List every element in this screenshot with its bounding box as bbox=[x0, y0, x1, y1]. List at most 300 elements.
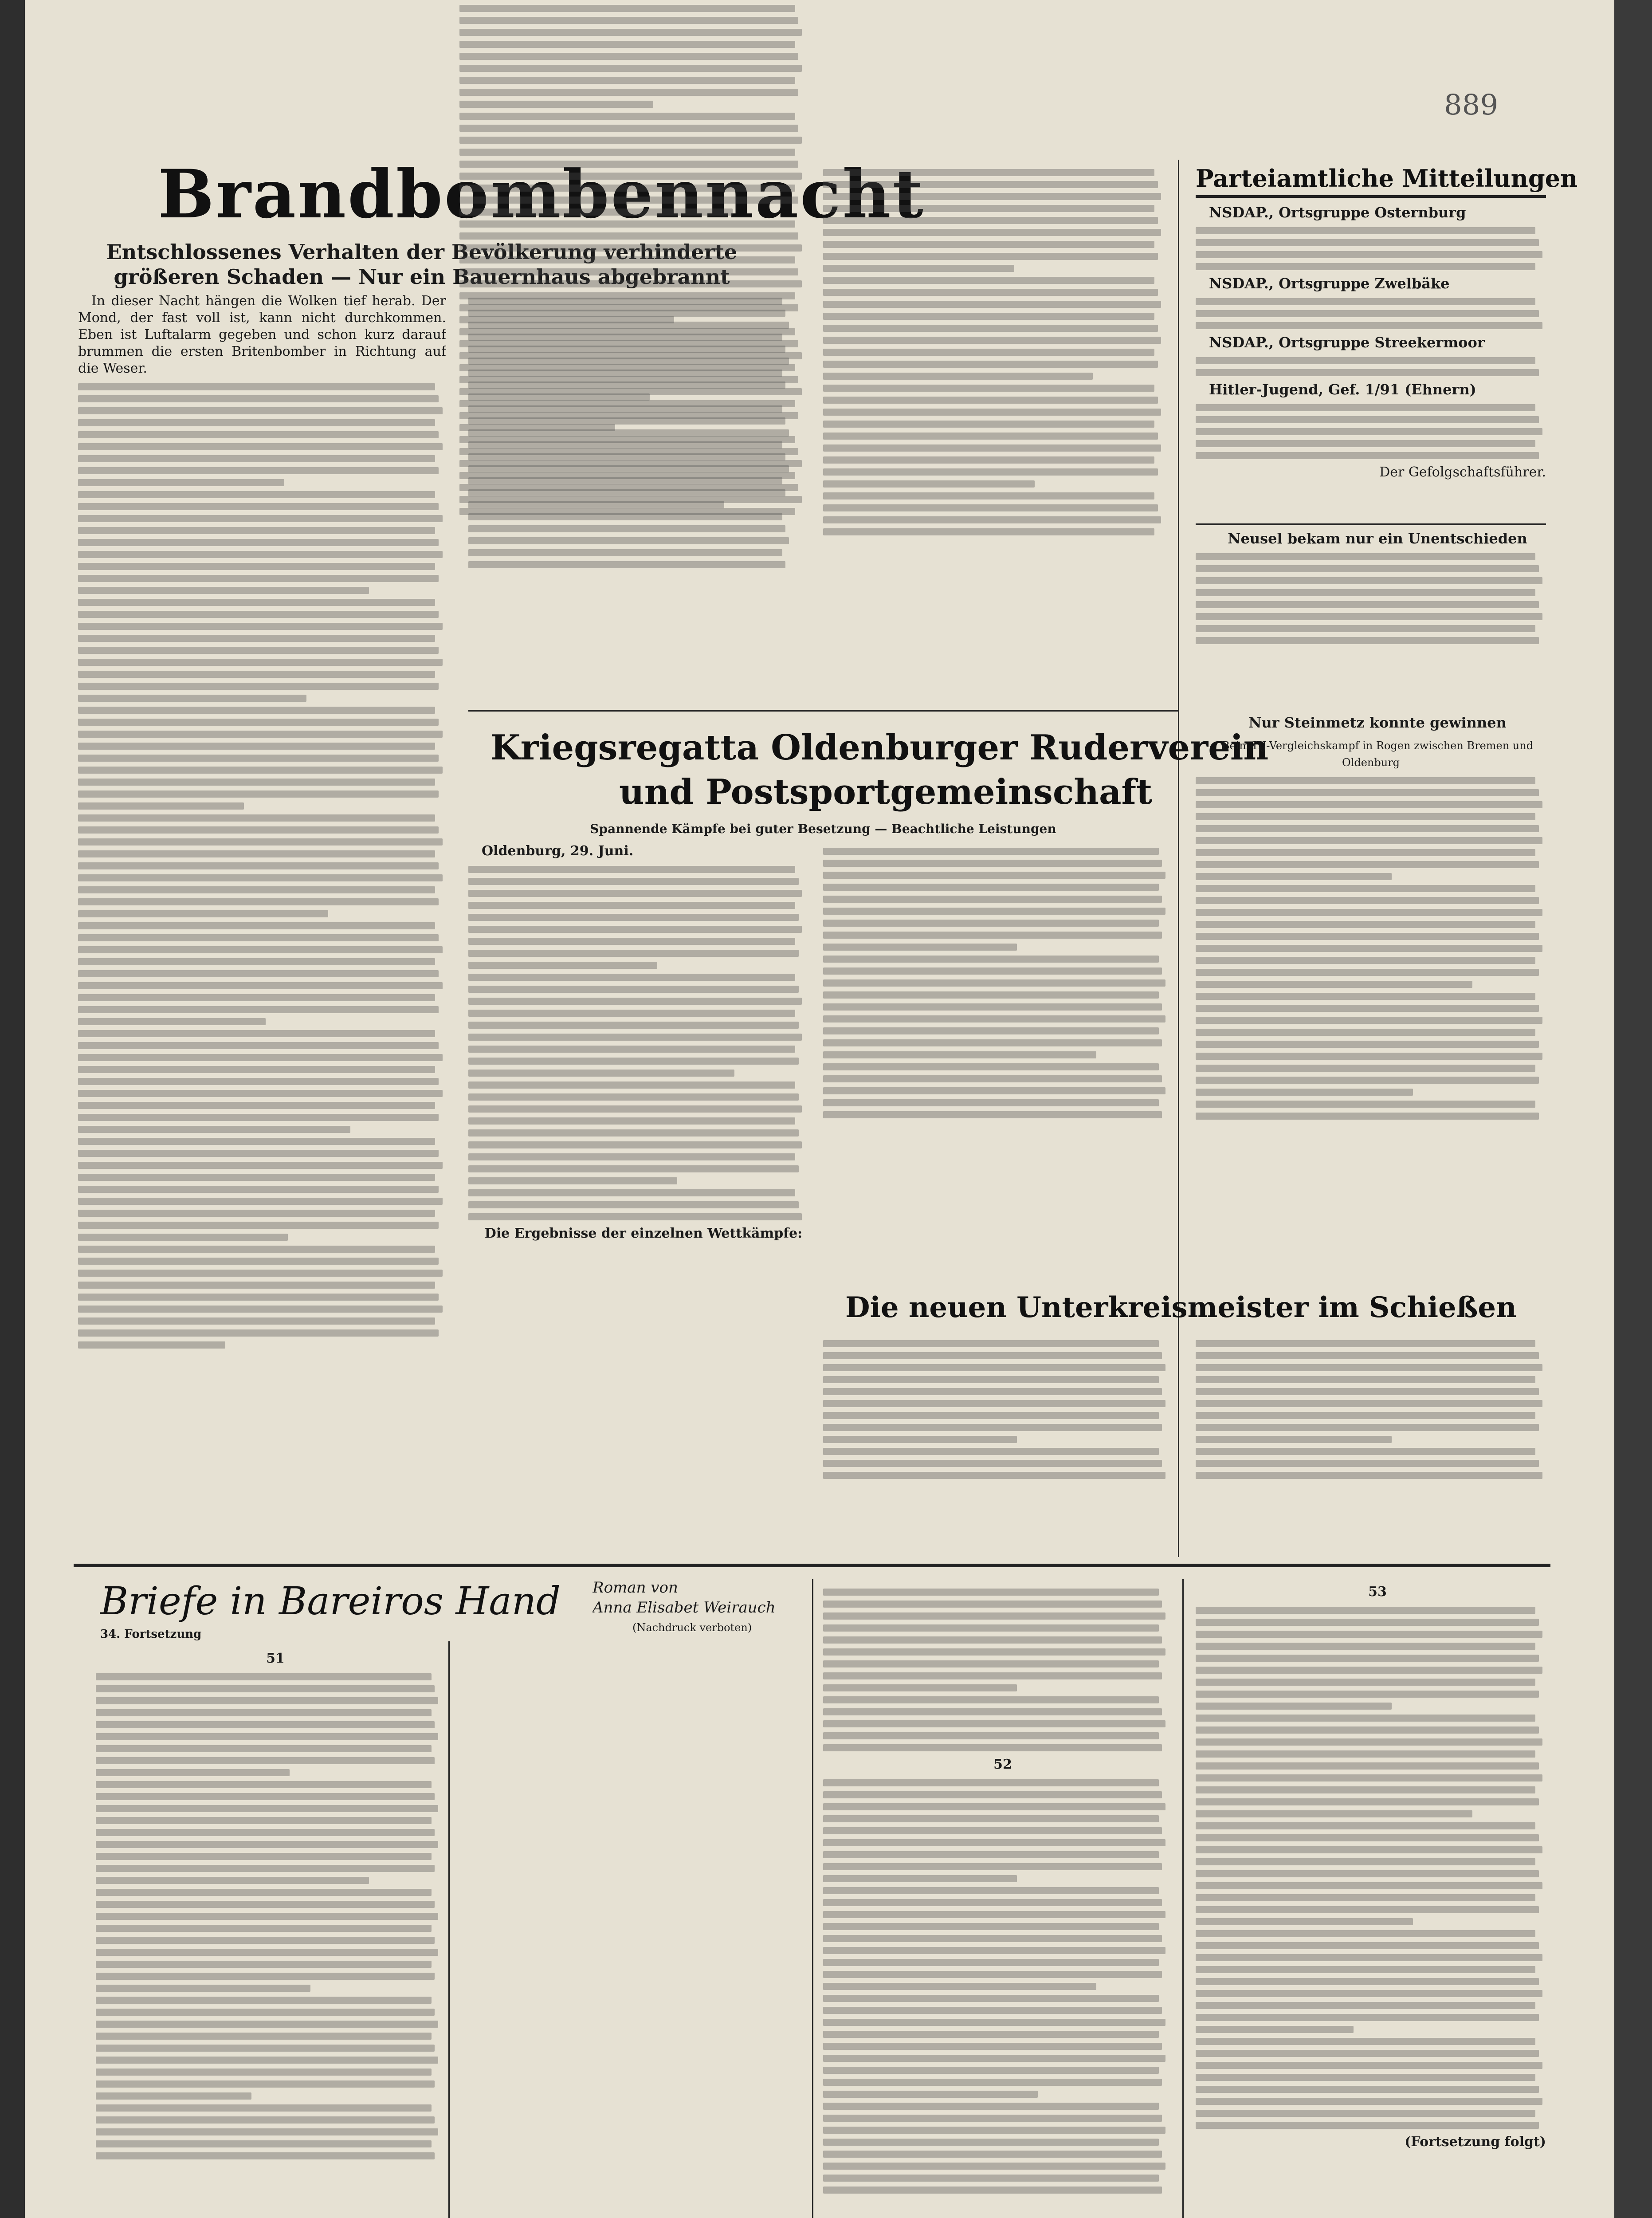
text-line bbox=[78, 958, 435, 965]
text-line bbox=[823, 193, 1161, 200]
text-line bbox=[1196, 416, 1539, 423]
text-line bbox=[823, 920, 1159, 927]
text-line bbox=[823, 361, 1158, 368]
text-line bbox=[823, 301, 1161, 308]
text-line bbox=[1196, 825, 1539, 832]
text-line bbox=[1196, 1424, 1539, 1431]
text-line bbox=[468, 986, 799, 993]
text-line bbox=[1196, 861, 1539, 868]
text-line bbox=[1196, 310, 1539, 317]
text-line bbox=[1196, 969, 1539, 976]
text-line bbox=[1196, 1077, 1539, 1084]
text-line bbox=[1196, 1930, 1535, 1937]
text-line bbox=[823, 1376, 1159, 1383]
text-line bbox=[78, 539, 439, 546]
novel-col-1 bbox=[96, 1650, 442, 2218]
text-line bbox=[78, 910, 328, 917]
text-line bbox=[468, 1189, 795, 1196]
text-line bbox=[1196, 1412, 1535, 1419]
text-line bbox=[78, 551, 443, 558]
text-line bbox=[468, 1117, 795, 1125]
text-line bbox=[459, 29, 802, 36]
text-line bbox=[823, 896, 1162, 903]
text-line bbox=[78, 683, 439, 690]
text-line bbox=[78, 1150, 439, 1157]
text-line bbox=[78, 862, 439, 869]
text-line bbox=[823, 2043, 1162, 2050]
text-line bbox=[1196, 2050, 1539, 2057]
text-line bbox=[823, 2031, 1159, 2038]
text-line bbox=[1196, 2062, 1542, 2069]
text-line bbox=[823, 860, 1162, 867]
text-line bbox=[823, 2091, 1038, 2098]
text-line bbox=[78, 1294, 439, 1301]
text-line bbox=[78, 1282, 435, 1289]
text-line bbox=[459, 125, 798, 132]
text-line bbox=[1196, 553, 1535, 560]
text-line bbox=[1196, 1942, 1539, 1949]
text-line bbox=[823, 229, 1161, 236]
text-line bbox=[823, 1744, 1162, 1751]
text-line bbox=[823, 1875, 1017, 1882]
text-line bbox=[823, 492, 1154, 499]
text-line bbox=[823, 1815, 1159, 1822]
text-line bbox=[78, 719, 439, 726]
text-line bbox=[823, 2019, 1165, 2026]
regatta-subtitle: Spannende Kämpfe bei guter Besetzung — Beachtliche Leistungen bbox=[590, 822, 1056, 836]
notice-streekermoor: NSDAP., Ortsgruppe Streekermoor bbox=[1209, 334, 1485, 351]
regatta-dateline: Oldenburg, 29. Juni. bbox=[482, 843, 634, 859]
text-line bbox=[823, 421, 1154, 428]
text-line bbox=[1196, 1667, 1542, 1674]
text-line bbox=[1196, 1834, 1539, 1841]
text-line bbox=[459, 400, 795, 407]
text-line bbox=[823, 397, 1158, 404]
text-line bbox=[78, 455, 435, 462]
text-line bbox=[459, 41, 795, 48]
text-line bbox=[823, 313, 1154, 320]
text-line bbox=[1196, 1726, 1539, 1734]
text-lines bbox=[823, 1589, 1169, 1751]
text-line bbox=[78, 1030, 435, 1037]
text-line bbox=[459, 508, 795, 515]
text-line bbox=[96, 1829, 435, 1836]
text-line bbox=[78, 1162, 443, 1169]
text-line bbox=[823, 468, 1158, 476]
text-line bbox=[823, 2175, 1159, 2182]
text-line bbox=[78, 1066, 435, 1073]
text-line bbox=[96, 1685, 435, 1692]
text-line bbox=[1196, 2038, 1535, 2045]
text-line bbox=[459, 101, 653, 108]
text-line bbox=[78, 886, 435, 893]
text-line bbox=[96, 1889, 432, 1896]
text-line bbox=[823, 848, 1159, 855]
text-line bbox=[823, 2103, 1159, 2110]
text-line bbox=[468, 1046, 795, 1053]
text-line bbox=[78, 1329, 439, 1337]
text-line bbox=[78, 1042, 439, 1049]
text-line bbox=[468, 950, 799, 957]
text-line bbox=[96, 2128, 438, 2135]
text-line bbox=[78, 647, 439, 654]
text-line bbox=[96, 1721, 435, 1728]
text-line bbox=[459, 484, 798, 491]
text-line bbox=[823, 1003, 1162, 1011]
novel-notice: (Nachdruck verboten) bbox=[632, 1621, 752, 1634]
text-line bbox=[1196, 1966, 1535, 1973]
text-line bbox=[1196, 1870, 1539, 1877]
text-line bbox=[459, 472, 795, 479]
text-line bbox=[96, 1901, 435, 1908]
text-line bbox=[78, 1246, 435, 1253]
text-line bbox=[78, 587, 369, 594]
text-line bbox=[823, 1087, 1165, 1094]
text-lines bbox=[823, 1340, 1169, 1479]
text-line bbox=[823, 1923, 1159, 1930]
text-line bbox=[1196, 1400, 1542, 1407]
text-line bbox=[823, 1412, 1159, 1419]
text-line bbox=[1196, 909, 1542, 916]
news-2-subtitle: Beim HJ-Vergleichskampf in Rogen zwischen Bremen und Oldenburg bbox=[1221, 739, 1534, 769]
text-line bbox=[459, 448, 798, 455]
text-line bbox=[1196, 589, 1535, 596]
text-line bbox=[468, 998, 802, 1005]
text-lines bbox=[1196, 298, 1546, 329]
text-line bbox=[823, 908, 1165, 915]
text-line bbox=[78, 443, 443, 450]
text-line bbox=[823, 1460, 1162, 1467]
text-line bbox=[1196, 251, 1542, 258]
text-line bbox=[459, 208, 733, 216]
text-line bbox=[96, 1949, 438, 1956]
text-line bbox=[1196, 2086, 1539, 2093]
sidebar-rule bbox=[1196, 195, 1546, 198]
text-line bbox=[459, 352, 802, 359]
text-line bbox=[823, 991, 1159, 999]
text-line bbox=[96, 2021, 438, 2028]
text-line bbox=[1196, 1655, 1539, 1662]
text-line bbox=[1196, 613, 1542, 620]
column-rule bbox=[1178, 160, 1179, 1557]
text-line bbox=[468, 1105, 802, 1113]
text-line bbox=[468, 1093, 799, 1101]
text-line bbox=[1196, 921, 1535, 928]
text-line bbox=[96, 1769, 290, 1776]
text-line bbox=[96, 2045, 435, 2052]
text-line bbox=[1196, 1691, 1539, 1698]
novel-col-3 bbox=[823, 1584, 1169, 2218]
text-line bbox=[823, 2187, 1162, 2194]
text-line bbox=[823, 2079, 1162, 2086]
text-line bbox=[96, 1925, 432, 1932]
regatta-title-2: und Postsportgemeinschaft bbox=[619, 772, 1153, 812]
text-line bbox=[823, 1911, 1165, 1918]
text-line bbox=[823, 1887, 1159, 1894]
text-line bbox=[78, 1114, 439, 1121]
text-line bbox=[468, 1058, 799, 1065]
novel-chapter-51: 51 bbox=[266, 1651, 285, 1666]
sidebar-notices bbox=[1196, 204, 1546, 515]
text-line bbox=[1196, 777, 1535, 784]
text-line bbox=[96, 2033, 432, 2040]
text-line bbox=[1196, 369, 1539, 376]
notice-hitler-jugend: Hitler-Jugend, Gef. 1/91 (Ehnern) bbox=[1209, 381, 1476, 398]
text-line bbox=[1196, 565, 1539, 572]
text-line bbox=[823, 1696, 1159, 1703]
text-line bbox=[1196, 263, 1535, 270]
text-line bbox=[468, 938, 795, 945]
text-line bbox=[823, 1589, 1159, 1596]
text-line bbox=[823, 1971, 1162, 1978]
text-line bbox=[78, 383, 435, 390]
text-lines bbox=[1196, 404, 1546, 459]
text-line bbox=[468, 890, 802, 897]
text-line bbox=[78, 814, 435, 822]
text-line bbox=[823, 444, 1161, 452]
text-line bbox=[468, 1177, 677, 1184]
text-line bbox=[78, 599, 435, 606]
text-line bbox=[78, 982, 443, 989]
text-line bbox=[1196, 945, 1542, 952]
text-line bbox=[78, 395, 439, 402]
text-lines bbox=[823, 169, 1165, 535]
text-line bbox=[1196, 625, 1535, 632]
text-line bbox=[1196, 1041, 1539, 1048]
text-line bbox=[1196, 428, 1542, 435]
text-line bbox=[459, 77, 795, 84]
text-line bbox=[468, 1153, 795, 1160]
text-line bbox=[1196, 404, 1535, 411]
text-line bbox=[1196, 2098, 1542, 2105]
text-line bbox=[1196, 1954, 1542, 1961]
text-line bbox=[78, 1174, 435, 1181]
text-line bbox=[78, 767, 443, 774]
text-line bbox=[823, 337, 1161, 344]
text-line bbox=[78, 407, 443, 414]
text-line bbox=[823, 2007, 1162, 2014]
text-line bbox=[459, 460, 802, 467]
text-line bbox=[823, 456, 1154, 464]
text-line bbox=[1196, 933, 1539, 940]
novel-chapter-52: 52 bbox=[993, 1757, 1012, 1772]
text-line bbox=[1196, 1089, 1413, 1096]
news-2-title: Nur Steinmetz konnte gewinnen bbox=[1248, 714, 1507, 731]
novel-installment: 34. Fortsetzung bbox=[100, 1628, 202, 1641]
text-lines bbox=[1196, 553, 1546, 644]
text-line bbox=[823, 1352, 1162, 1359]
text-line bbox=[78, 1138, 435, 1145]
text-line bbox=[823, 1935, 1162, 1942]
text-line bbox=[1196, 1798, 1539, 1805]
text-line bbox=[78, 779, 435, 786]
text-line bbox=[823, 385, 1154, 392]
text-line bbox=[823, 1995, 1159, 2002]
text-line bbox=[823, 373, 1093, 380]
text-line bbox=[78, 850, 435, 857]
text-line bbox=[1196, 1918, 1413, 1925]
main-article-lead: In dieser Nacht hängen die Wolken tief herab. Der Mond, der fast voll ist, kann nicht durchkommen. Eben ist Luftalarm gegeben und schon kurz darauf brummen die ersten Britenbomber in Richtung auf die Weser. bbox=[78, 293, 446, 376]
text-line bbox=[823, 1839, 1165, 1846]
text-line bbox=[823, 1899, 1162, 1906]
main-article-col-1 bbox=[78, 293, 446, 1770]
text-line bbox=[468, 1081, 795, 1089]
shooting-col-2 bbox=[1196, 1335, 1546, 1557]
text-line bbox=[823, 1039, 1162, 1046]
text-line bbox=[1196, 298, 1535, 305]
text-line bbox=[96, 2009, 435, 2016]
text-line bbox=[459, 328, 795, 335]
main-article-subtitle: Entschlossenes Verhalten der Bevölkerung verhinderte größeren Schaden — Nur ein Bauernhaus abgebrannt bbox=[106, 240, 738, 289]
text-line bbox=[96, 1781, 432, 1788]
text-line bbox=[1196, 1774, 1542, 1781]
text-lines bbox=[1196, 777, 1546, 1120]
text-line bbox=[1196, 1846, 1542, 1853]
text-line bbox=[459, 173, 802, 180]
text-line bbox=[96, 1853, 432, 1860]
text-line bbox=[1196, 1388, 1539, 1395]
text-line bbox=[1196, 1352, 1539, 1359]
text-lines bbox=[1196, 1607, 1546, 2129]
text-line bbox=[78, 838, 443, 846]
text-line bbox=[1196, 1679, 1535, 1686]
text-line bbox=[823, 967, 1162, 975]
text-line bbox=[823, 1791, 1162, 1798]
text-line bbox=[78, 503, 439, 510]
text-line bbox=[1196, 981, 1472, 988]
text-line bbox=[823, 181, 1158, 188]
text-line bbox=[1196, 577, 1542, 584]
text-line bbox=[1196, 1810, 1472, 1817]
text-line bbox=[459, 412, 798, 419]
text-lines bbox=[1196, 227, 1546, 270]
text-line bbox=[78, 1126, 350, 1133]
text-line bbox=[96, 1805, 438, 1812]
text-line bbox=[1196, 2110, 1535, 2117]
text-line bbox=[468, 1213, 802, 1220]
notice-signature: Der Gefolgschaftsführer. bbox=[1379, 464, 1546, 480]
text-line bbox=[96, 1961, 432, 1968]
text-line bbox=[823, 944, 1017, 951]
text-line bbox=[78, 1258, 439, 1265]
text-line bbox=[459, 424, 615, 431]
text-line bbox=[1196, 357, 1535, 364]
text-line bbox=[78, 515, 443, 522]
text-line bbox=[1196, 1750, 1535, 1758]
text-line bbox=[1196, 789, 1539, 796]
shooting-col-1 bbox=[823, 1335, 1169, 1557]
text-line bbox=[78, 1341, 225, 1349]
text-line bbox=[468, 1022, 799, 1029]
text-line bbox=[1196, 2002, 1535, 2009]
text-line bbox=[1196, 897, 1539, 904]
novel-closing: (Fortsetzung folgt) bbox=[1405, 2134, 1546, 2150]
text-line bbox=[1196, 1472, 1542, 1479]
text-line bbox=[823, 1684, 1017, 1691]
text-line bbox=[78, 467, 439, 474]
text-line bbox=[78, 563, 435, 570]
column-rule bbox=[448, 1641, 450, 2218]
text-line bbox=[78, 755, 439, 762]
text-line bbox=[823, 872, 1165, 879]
text-line bbox=[823, 1601, 1162, 1608]
regatta-title-1: Kriegsregatta Oldenburger Ruderverein bbox=[490, 728, 1269, 768]
text-line bbox=[1196, 1703, 1392, 1710]
text-line bbox=[823, 217, 1158, 224]
text-line bbox=[823, 884, 1159, 891]
text-line bbox=[823, 1983, 1096, 1990]
text-line bbox=[823, 277, 1154, 284]
text-line bbox=[1196, 1619, 1539, 1626]
text-line bbox=[1196, 1631, 1542, 1638]
text-lines bbox=[96, 1673, 442, 2159]
text-line bbox=[823, 1947, 1165, 1954]
text-line bbox=[823, 253, 1158, 260]
text-line bbox=[823, 932, 1162, 939]
sidebar-divider bbox=[1196, 523, 1546, 525]
novel-title: Briefe in Bareiros Hand bbox=[100, 1579, 561, 1624]
text-line bbox=[823, 504, 1158, 511]
text-line bbox=[823, 1779, 1159, 1786]
text-line bbox=[459, 268, 798, 275]
text-line bbox=[823, 2139, 1159, 2146]
text-line bbox=[96, 1985, 310, 1992]
text-lines bbox=[1196, 357, 1546, 376]
text-line bbox=[823, 241, 1154, 248]
text-line bbox=[96, 2057, 438, 2064]
text-line bbox=[1196, 1029, 1535, 1036]
text-line bbox=[823, 1732, 1159, 1739]
text-line bbox=[823, 1803, 1165, 1810]
text-line bbox=[78, 1270, 443, 1277]
text-line bbox=[78, 623, 443, 630]
text-line bbox=[78, 419, 435, 426]
sidebar-news-2 bbox=[1196, 714, 1546, 1291]
text-line bbox=[823, 1111, 1162, 1118]
text-line bbox=[78, 826, 439, 834]
text-line bbox=[459, 496, 802, 503]
text-line bbox=[78, 659, 443, 666]
text-line bbox=[459, 89, 798, 96]
text-line bbox=[1196, 1786, 1535, 1793]
text-line bbox=[1196, 1858, 1535, 1865]
text-line bbox=[1196, 2122, 1539, 2129]
text-line bbox=[823, 1436, 1017, 1443]
text-line bbox=[1196, 1894, 1535, 1901]
text-line bbox=[823, 1388, 1162, 1395]
text-lines bbox=[78, 383, 446, 1349]
novel-byline-1: Roman von bbox=[593, 1579, 678, 1596]
text-line bbox=[823, 349, 1154, 356]
text-line bbox=[823, 1027, 1159, 1034]
text-line bbox=[823, 1448, 1159, 1455]
text-line bbox=[459, 161, 798, 168]
text-line bbox=[1196, 837, 1542, 844]
notice-osternburg: NSDAP., Ortsgruppe Osternburg bbox=[1209, 204, 1466, 221]
text-line bbox=[78, 707, 435, 714]
text-line bbox=[823, 1624, 1159, 1632]
text-line bbox=[96, 1793, 435, 1800]
text-line bbox=[78, 491, 435, 498]
text-line bbox=[96, 2116, 435, 2124]
text-line bbox=[823, 528, 1154, 535]
text-line bbox=[823, 2067, 1159, 2074]
text-line bbox=[459, 292, 795, 299]
text-line bbox=[96, 1697, 438, 1704]
text-line bbox=[1196, 2014, 1539, 2021]
text-line bbox=[78, 1186, 439, 1193]
text-line bbox=[823, 1851, 1159, 1858]
